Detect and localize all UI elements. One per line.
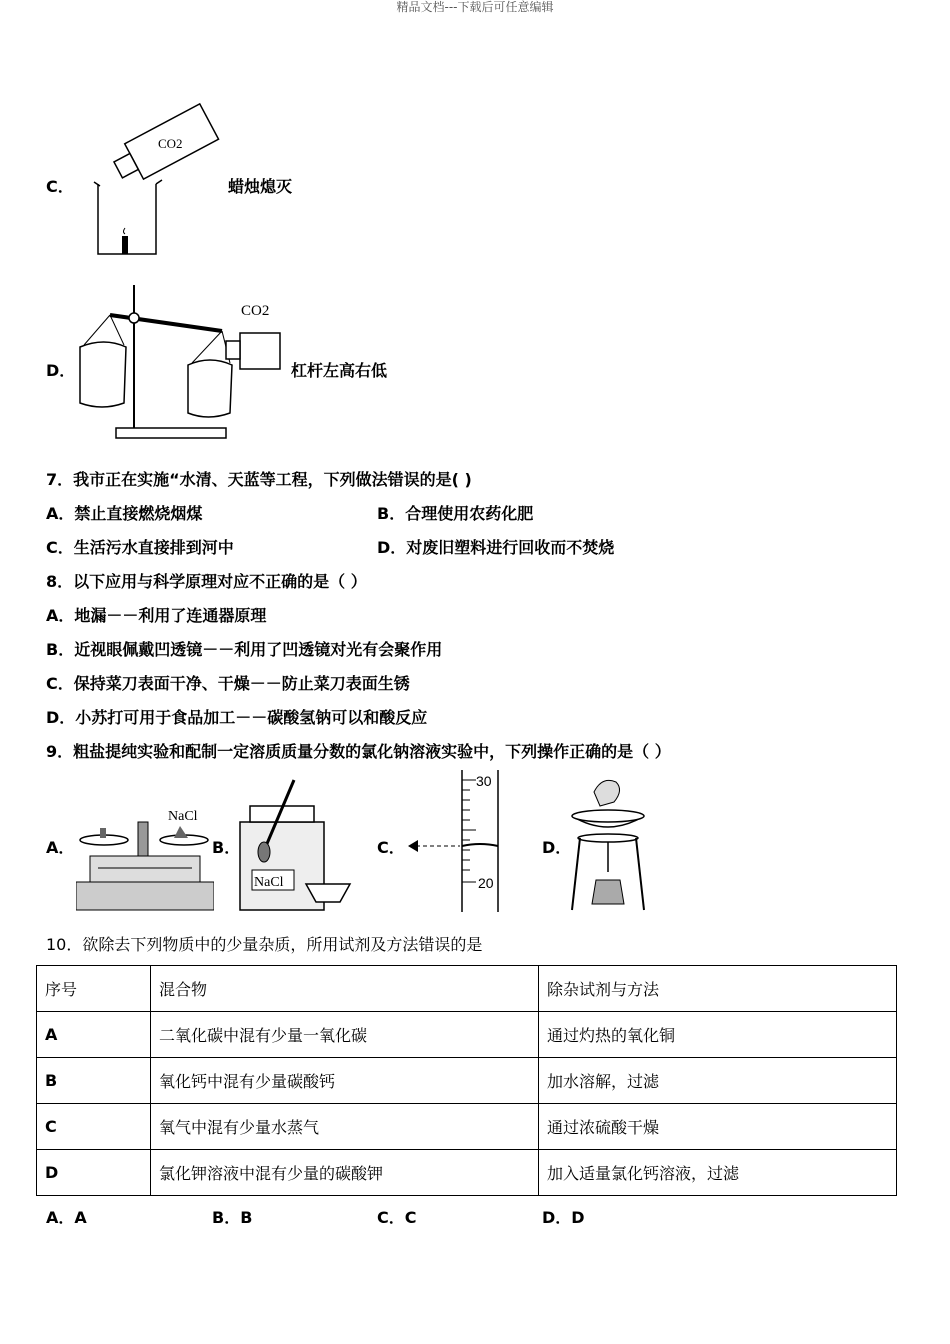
- q7-option-a-text: 禁止直接燃烧烟煤: [74, 504, 203, 523]
- q9-option-d-evaporation-figure: [566, 772, 650, 912]
- q10-option-c-text: C: [404, 1208, 417, 1227]
- table-row: [37, 1150, 897, 1196]
- table-cell: C: [37, 1104, 151, 1150]
- q10-option-b-letter: B．: [212, 1208, 241, 1227]
- q7-option-c-text: 生活污水直接排到河中: [73, 538, 234, 557]
- q8-stem: 8．以下应用与科学原理对应不正确的是（ ）: [46, 572, 367, 591]
- q9-option-d-letter: D．: [542, 838, 572, 857]
- table-row: [37, 1058, 897, 1104]
- q8-option-d-text: 小苏打可用于食品加工－－碳酸氢钠可以和酸反应: [75, 708, 428, 727]
- q7-option-b-letter: B．: [377, 504, 406, 523]
- table-cell: 氯化钾溶液中混有少量的碳酸钾: [151, 1150, 539, 1196]
- q10-stem: 10．欲除去下列物质中的少量杂质，所用试剂及方法错误的是: [46, 935, 483, 954]
- q7-option-b-text: 合理使用农药化肥: [405, 504, 534, 523]
- q9-option-a-balance-figure: [76, 800, 214, 912]
- q7-option-c-letter: C．: [46, 538, 74, 557]
- q9-a-nacl-label: NaCl: [168, 809, 198, 824]
- q7-option-b: [377, 504, 533, 524]
- q6-option-c-figure: [90, 100, 220, 260]
- table-cell: 氧化钙中混有少量碳酸钙: [151, 1058, 539, 1104]
- q10-table: [36, 965, 897, 1196]
- q8-option-c-text: 保持菜刀表面干净、干燥－－防止菜刀表面生锈: [73, 674, 410, 693]
- q7-option-d-letter: D．: [377, 538, 407, 557]
- q6-option-c-desc: 蜡烛熄灭: [228, 177, 293, 196]
- q8-option-b-text: 近视眼佩戴凹透镜－－利用了凹透镜对光有会聚作用: [74, 640, 443, 659]
- q7-stem: 7．我市正在实施“水清、天蓝等工程，下列做法错误的是( ): [46, 470, 472, 489]
- q10-option-a-letter: A．: [46, 1208, 75, 1227]
- q10-option-a-text: A: [74, 1208, 87, 1227]
- q10-option-d-text: D: [571, 1208, 585, 1227]
- q10-option-b: [212, 1208, 252, 1228]
- q7-option-a-letter: A．: [46, 504, 75, 523]
- table-row: [37, 1012, 897, 1058]
- q6-option-c-letter: C．: [46, 177, 74, 196]
- q9-option-b-bottle-figure: [236, 776, 354, 912]
- q10-option-d: [542, 1208, 585, 1228]
- table-row: [37, 1104, 897, 1150]
- q8-option-b-letter: B．: [46, 640, 75, 659]
- table-cell: 加水溶解，过滤: [539, 1058, 897, 1104]
- q8-option-c-letter: C．: [46, 674, 74, 693]
- q7-option-d-text: 对废旧塑料进行回收而不焚烧: [406, 538, 615, 557]
- table-header-cell: 除杂试剂与方法: [539, 966, 897, 1012]
- table-cell: 通过灼热的氧化铜: [539, 1012, 897, 1058]
- table-cell: A: [37, 1012, 151, 1058]
- q6-option-d-desc: 杠杆左高右低: [291, 361, 388, 380]
- q9-stem: 9．粗盐提纯实验和配制一定溶质质量分数的氯化钠溶液实验中，下列操作正确的是（ ）: [46, 742, 671, 761]
- q7-option-d: [377, 538, 614, 558]
- table-cell: B: [37, 1058, 151, 1104]
- q8-option-b: [46, 640, 442, 660]
- q8-option-a: [46, 606, 266, 626]
- table-cell: 加入适量氯化钙溶液，过滤: [539, 1150, 897, 1196]
- q10-option-c-letter: C．: [377, 1208, 405, 1227]
- q6-option-d-figure: [74, 285, 289, 443]
- q10-option-b-text: B: [240, 1208, 253, 1227]
- q9-option-c-letter: C．: [377, 838, 405, 857]
- q6-option-d-letter: D．: [46, 361, 76, 380]
- q7-option-c: [46, 538, 234, 558]
- q6-d-co2-label: CO2: [241, 303, 270, 319]
- table-cell: D: [37, 1150, 151, 1196]
- q8-option-c: [46, 674, 410, 694]
- q9-option-b-letter: B．: [212, 838, 241, 857]
- q8-option-a-text: 地漏－－利用了连通器原理: [74, 606, 267, 625]
- q9-option-a-letter: A．: [46, 838, 75, 857]
- table-cell: 氧气中混有少量水蒸气: [151, 1104, 539, 1150]
- table-header-cell: 序号: [37, 966, 151, 1012]
- q8-option-d: [46, 708, 427, 728]
- table-header-cell: 混合物: [151, 966, 539, 1012]
- q9-b-nacl-label: NaCl: [254, 875, 284, 890]
- q9-c-label-20: 20: [478, 875, 494, 891]
- q9-option-c-cylinder-figure: [402, 770, 506, 912]
- q10-option-c: [377, 1208, 417, 1228]
- page-header: 精品文档---下载后可任意编辑: [396, 0, 554, 14]
- q10-option-d-letter: D．: [542, 1208, 572, 1227]
- q10-option-a: [46, 1208, 87, 1228]
- q6-c-co2-label: CO2: [158, 136, 183, 151]
- table-header-row: [37, 966, 897, 1012]
- q9-c-label-30: 30: [476, 773, 492, 789]
- q8-option-d-letter: D．: [46, 708, 76, 727]
- table-cell: 通过浓硫酸干燥: [539, 1104, 897, 1150]
- q7-option-a: [46, 504, 202, 524]
- q8-option-a-letter: A．: [46, 606, 75, 625]
- table-cell: 二氧化碳中混有少量一氧化碳: [151, 1012, 539, 1058]
